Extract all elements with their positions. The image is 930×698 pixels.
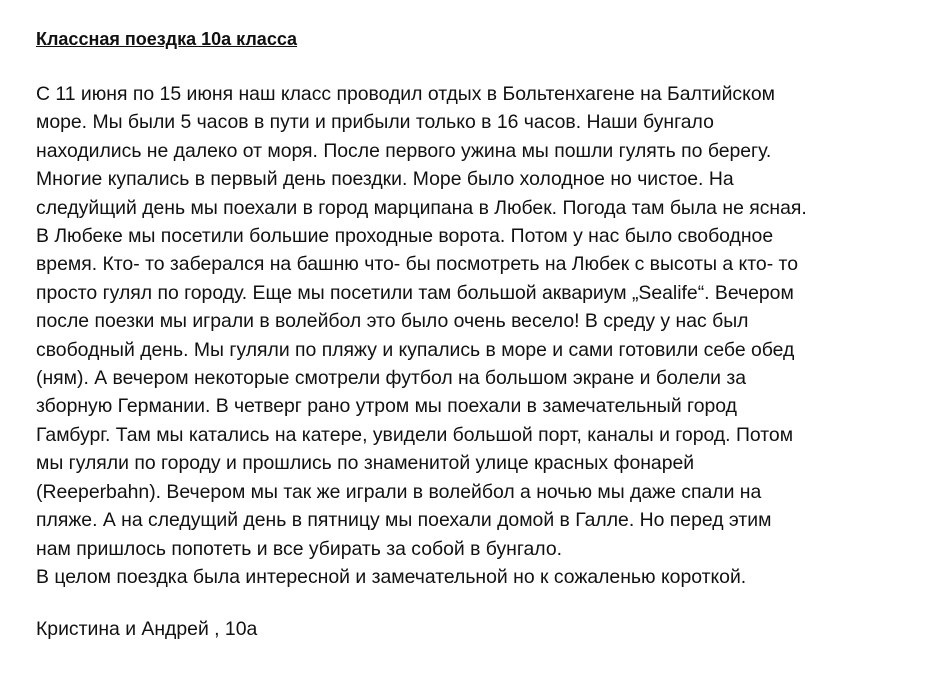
body-line: мы гуляли по городу и прошлись по знаменитой улице красных фонарей xyxy=(36,452,695,475)
body-line: Гамбург. Там мы катались на катере, увидели большой порт, каналы и город. Потом xyxy=(36,423,794,446)
body-line: следуйщий день мы поехали в город марципана в Любек. Погода там была не ясная. xyxy=(36,196,807,219)
document xyxy=(36,26,916,644)
body-line: В Любеке мы посетили большие проходные ворота. Потом у нас было свободное xyxy=(36,225,774,248)
document-body xyxy=(36,80,916,591)
body-line: В целом поездка была интересной и замечательной но к сожаленью короткой. xyxy=(36,565,747,588)
body-line: нам пришлось попотеть и все убирать за собой в бунгало. xyxy=(36,537,563,560)
body-line: С 11 июня по 15 июня наш класс проводил отдых в Больтенхагене на Балтийском xyxy=(36,83,775,105)
body-line: свободный день. Мы гуляли по пляжу и купались в море и сами готовили себе обед xyxy=(36,338,795,361)
body-line: пляже. А на следущий день в пятницу мы поехали домой в Галле. Но перед этим xyxy=(36,509,772,532)
document-title: Классная поездка 10а класса xyxy=(36,29,298,49)
body-line: зборную Германии. В четверг рано утром мы поехали в замечательный город xyxy=(36,395,737,418)
body-line: (Reeperbahn). Вечером мы так же играли в волейбол а ночью мы даже спали на xyxy=(36,480,762,503)
document-signature: Кристина и Андрей , 10а xyxy=(36,618,258,641)
body-line: время. Кто- то заберался на башню что- бы посмотреть на Любек с высоты а кто- то xyxy=(36,253,798,276)
body-line: (ням). А вечером некоторые смотрели футбол на большом экране и болели за xyxy=(36,367,747,390)
body-line: просто гулял по городу. Еще мы посетили там большой аквариум „Sealife“. Вечером xyxy=(36,281,794,304)
body-line: Многие купались в первый день поездки. Море было холодное но чистое. На xyxy=(36,168,734,191)
body-line: находились не далеко от моря. После первого ужина мы пошли гулять по берегу. xyxy=(36,139,772,162)
body-line: море. Мы были 5 часов в пути и прибыли только в 16 часов. Наши бунгало xyxy=(36,111,714,134)
body-line: после поезки мы играли в волейбол это было очень весело! В среду у нас был xyxy=(36,310,749,333)
